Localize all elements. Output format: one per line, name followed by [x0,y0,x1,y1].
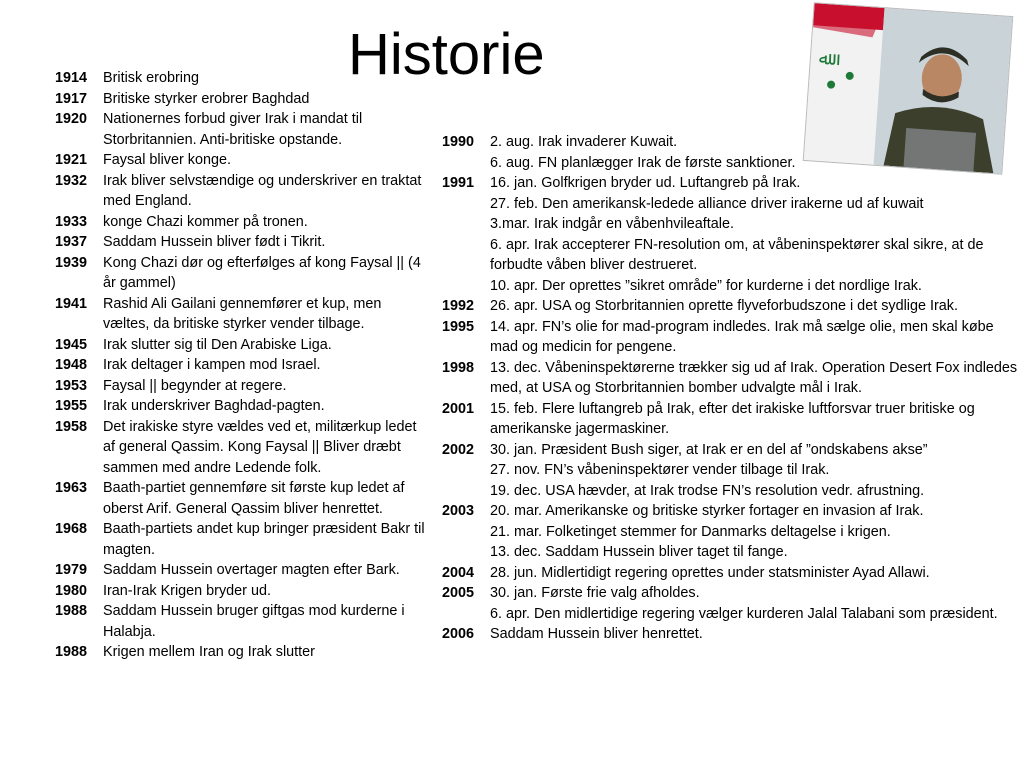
timeline-year: 2006 [442,626,475,642]
timeline-entry [55,335,427,356]
timeline-event-text: 21. mar. Folketinget stemmer for Danmarks deltagelse i krigen. [490,523,891,540]
timeline-event-text: 15. feb. Flere luftangreb på Irak, efter det irakiske luftforsvar truer britiske og amerikanske jagermaskiner. [490,400,975,437]
timeline-event-text: 20. mar. Amerikanske og britiske styrker fortager en invasion af Irak. [490,503,924,519]
timeline-event-text: 2. aug. Irak invaderer Kuwait. [490,134,678,150]
timeline-year: 1995 [442,318,475,335]
timeline-year: 1920 [55,111,88,127]
timeline-entry [55,294,427,335]
timeline-event-text: Saddam Hussein overtager magten efter Bark. [103,562,400,578]
timeline-text-group [490,440,1024,502]
timeline-entry [55,68,427,89]
timeline-year: 1988 [55,644,88,660]
timeline-year: 1988 [55,603,88,619]
timeline-entry [442,173,1024,296]
timeline-text-group [490,583,1024,624]
timeline-year: 2005 [442,585,475,601]
timeline-entry [55,376,427,397]
timeline-entry [55,150,427,171]
timeline-year: 1979 [55,562,88,578]
timeline-entry [55,581,427,602]
timeline-entry [442,317,1024,358]
timeline-event-text: Det irakiske styre vældes ved et, militærkup ledet af general Qassim. Kong Faysal || Bliver dræbt sammen med andre Ledende folk. [103,418,417,476]
timeline-event-text: Baath-partiet gennemføre sit første kup ledet af oberst Arif. General Qassim bliver henrettet. [103,480,405,517]
timeline-text-group [103,253,427,294]
timeline-text-group [103,417,427,479]
timeline-event-text: Irak slutter sig til Den Arabiske Liga. [103,336,332,353]
timeline-text-group [103,519,427,560]
timeline-year: 1932 [55,172,88,189]
timeline-left-column [55,68,427,663]
timeline-event-text: Krigen mellem Iran og Irak slutter [103,644,315,660]
timeline-year: 1992 [442,298,475,314]
timeline-event-text: 26. apr. USA og Storbritannien oprette flyveforbudszone i det sydlige Irak. [490,298,958,314]
timeline-text-group [490,501,1024,563]
timeline-entry [55,212,427,233]
timeline-text-group [490,132,1024,173]
timeline-text-group [103,601,427,642]
timeline-entry [55,417,427,479]
timeline-year: 1990 [442,134,475,150]
timeline-event-text: Faysal bliver konge. [103,152,231,168]
timeline-event-text: Irak bliver selvstændige og underskriver en traktat med England. [103,172,422,209]
timeline-event-text: 30. jan. Første frie valg afholdes. [490,585,700,601]
page-title: Historie [348,22,545,87]
timeline-year: 1933 [55,213,88,230]
timeline-entry [55,478,427,519]
timeline-text-group [103,396,427,417]
timeline-event-text: Saddam Hussein bliver født i Tikrit. [103,234,326,250]
timeline-event-text: Britisk erobring [103,70,199,86]
timeline-text-group [103,68,427,89]
timeline-event-text: 13. dec. Våbeninspektørerne trækker sig ud af Irak. Operation Desert Fox indledes med, at USA og Storbritannien bomber udvalgte mål i Irak. [490,359,1018,396]
timeline-event-text: 27. feb. Den amerikansk-ledede alliance driver irakerne ud af kuwait [490,195,924,212]
timeline-year: 1998 [442,359,475,376]
timeline-event-text: konge Chazi kommer på tronen. [103,213,308,230]
timeline-year: 2004 [442,564,475,581]
timeline-text-group [490,624,1024,645]
timeline-entry [442,296,1024,317]
timeline-entry [442,624,1024,645]
timeline-year: 1968 [55,521,88,537]
timeline-event-text: 14. apr. FN’s olie for mad-program indledes. Irak må sælge olie, men skal købe mad og medicin for pengene. [490,318,994,355]
timeline-event-text: 6. apr. Irak accepterer FN-resolution om, at våbeninspektører skal sikre, at de forbudte våben bliver destrueret. [490,236,984,273]
timeline-entry [442,399,1024,440]
timeline-year: 1945 [55,336,88,353]
timeline-year: 2002 [442,441,475,458]
timeline-text-group [103,150,427,171]
timeline-event-text: Saddam Hussein bruger giftgas mod kurderne i Halabja. [103,603,405,640]
timeline-year: 2003 [442,503,475,519]
timeline-text-group [490,317,1024,358]
timeline-event-text: Baath-partiets andet kup bringer præsident Bakr til magten. [103,521,425,558]
timeline-text-group [103,478,427,519]
timeline-text-group [103,212,427,233]
timeline-event-text: 13. dec. Saddam Hussein bliver taget til fange. [490,544,788,560]
timeline-event-text: Nationernes forbud giver Irak i mandat til Storbritannien. Anti-britiske opstande. [103,111,363,148]
timeline-entry [442,501,1024,563]
timeline-entry [55,560,427,581]
timeline-year: 1958 [55,418,88,435]
timeline-event-text: 19. dec. USA hævder, at Irak trodse FN’s resolution vedr. afrustning. [490,482,925,499]
timeline-text-group [103,355,427,376]
timeline-entry [442,132,1024,173]
timeline-entry [442,583,1024,624]
timeline-year: 1980 [55,582,88,599]
timeline-text-group [103,642,427,663]
timeline-entry [442,563,1024,584]
timeline-text-group [103,335,427,356]
timeline-year: 1914 [55,70,88,86]
timeline-text-group [103,560,427,581]
timeline-entry [55,396,427,417]
timeline-event-text: Faysal || begynder at regere. [103,377,287,394]
timeline-event-text: 28. jun. Midlertidigt regering oprettes under statsminister Ayad Allawi. [490,564,930,581]
timeline-entry [55,232,427,253]
timeline-right-column [442,132,1024,645]
timeline-entry [55,171,427,212]
timeline-text-group [490,563,1024,584]
timeline-text-group [490,399,1024,440]
timeline-entry [55,642,427,663]
timeline-event-text: Irak deltager i kampen mod Israel. [103,357,321,373]
timeline-event-text: Irak underskriver Baghdad-pagten. [103,398,325,414]
timeline-entry [55,109,427,150]
timeline-text-group [490,173,1024,296]
timeline-text-group [103,89,427,110]
timeline-text-group [490,296,1024,317]
timeline-event-text: Saddam Hussein bliver henrettet. [490,626,703,642]
timeline-year: 1948 [55,357,88,373]
timeline-text-group [103,232,427,253]
timeline-entry [442,440,1024,502]
timeline-event-text: 6. apr. Den midlertidige regering vælger kurderen Jalal Talabani som præsident. [490,605,998,622]
timeline-event-text: 10. apr. Der oprettes ”sikret område” for kurderne i det nordlige Irak. [490,277,922,294]
timeline-year: 1937 [55,234,88,250]
timeline-text-group [103,171,427,212]
timeline-event-text: 16. jan. Golfkrigen bryder ud. Luftangreb på Irak. [490,175,801,191]
timeline-year: 1953 [55,377,88,394]
timeline-text-group [103,581,427,602]
timeline-entry [55,601,427,642]
timeline-year: 1955 [55,398,88,414]
timeline-entry [442,358,1024,399]
timeline-text-group [103,376,427,397]
timeline-year: 1917 [55,90,88,107]
timeline-event-text: Rashid Ali Gailani gennemfører et kup, men væltes, da britiske styrker vender tilbage. [103,295,382,332]
timeline-year: 1939 [55,254,88,271]
timeline-event-text: Iran-Irak Krigen bryder ud. [103,582,271,599]
svg-text:ﷲ: ﷲ [818,47,831,70]
timeline-entry [55,89,427,110]
timeline-entry [55,253,427,294]
timeline-event-text: 3.mar. Irak indgår en våbenhvileaftale. [490,216,734,232]
timeline-year: 1921 [55,152,88,168]
timeline-year: 1963 [55,480,88,496]
timeline-event-text: 6. aug. FN planlægger Irak de første sanktioner. [490,154,796,171]
timeline-entry [55,355,427,376]
timeline-event-text: Kong Chazi dør og efterfølges af kong Faysal || (4 år gammel) [103,254,421,291]
timeline-text-group [490,358,1024,399]
timeline-event-text: 27. nov. FN’s våbeninspektører vender tilbage til Irak. [490,462,830,478]
timeline-year: 1941 [55,295,88,312]
timeline-year: 1991 [442,175,475,191]
timeline-year: 2001 [442,400,475,417]
timeline-event-text: 30. jan. Præsident Bush siger, at Irak er en del af ”ondskabens akse” [490,441,928,458]
timeline-entry [55,519,427,560]
timeline-text-group [103,109,427,150]
timeline-text-group [103,294,427,335]
timeline-event-text: Britiske styrker erobrer Baghdad [103,90,310,107]
